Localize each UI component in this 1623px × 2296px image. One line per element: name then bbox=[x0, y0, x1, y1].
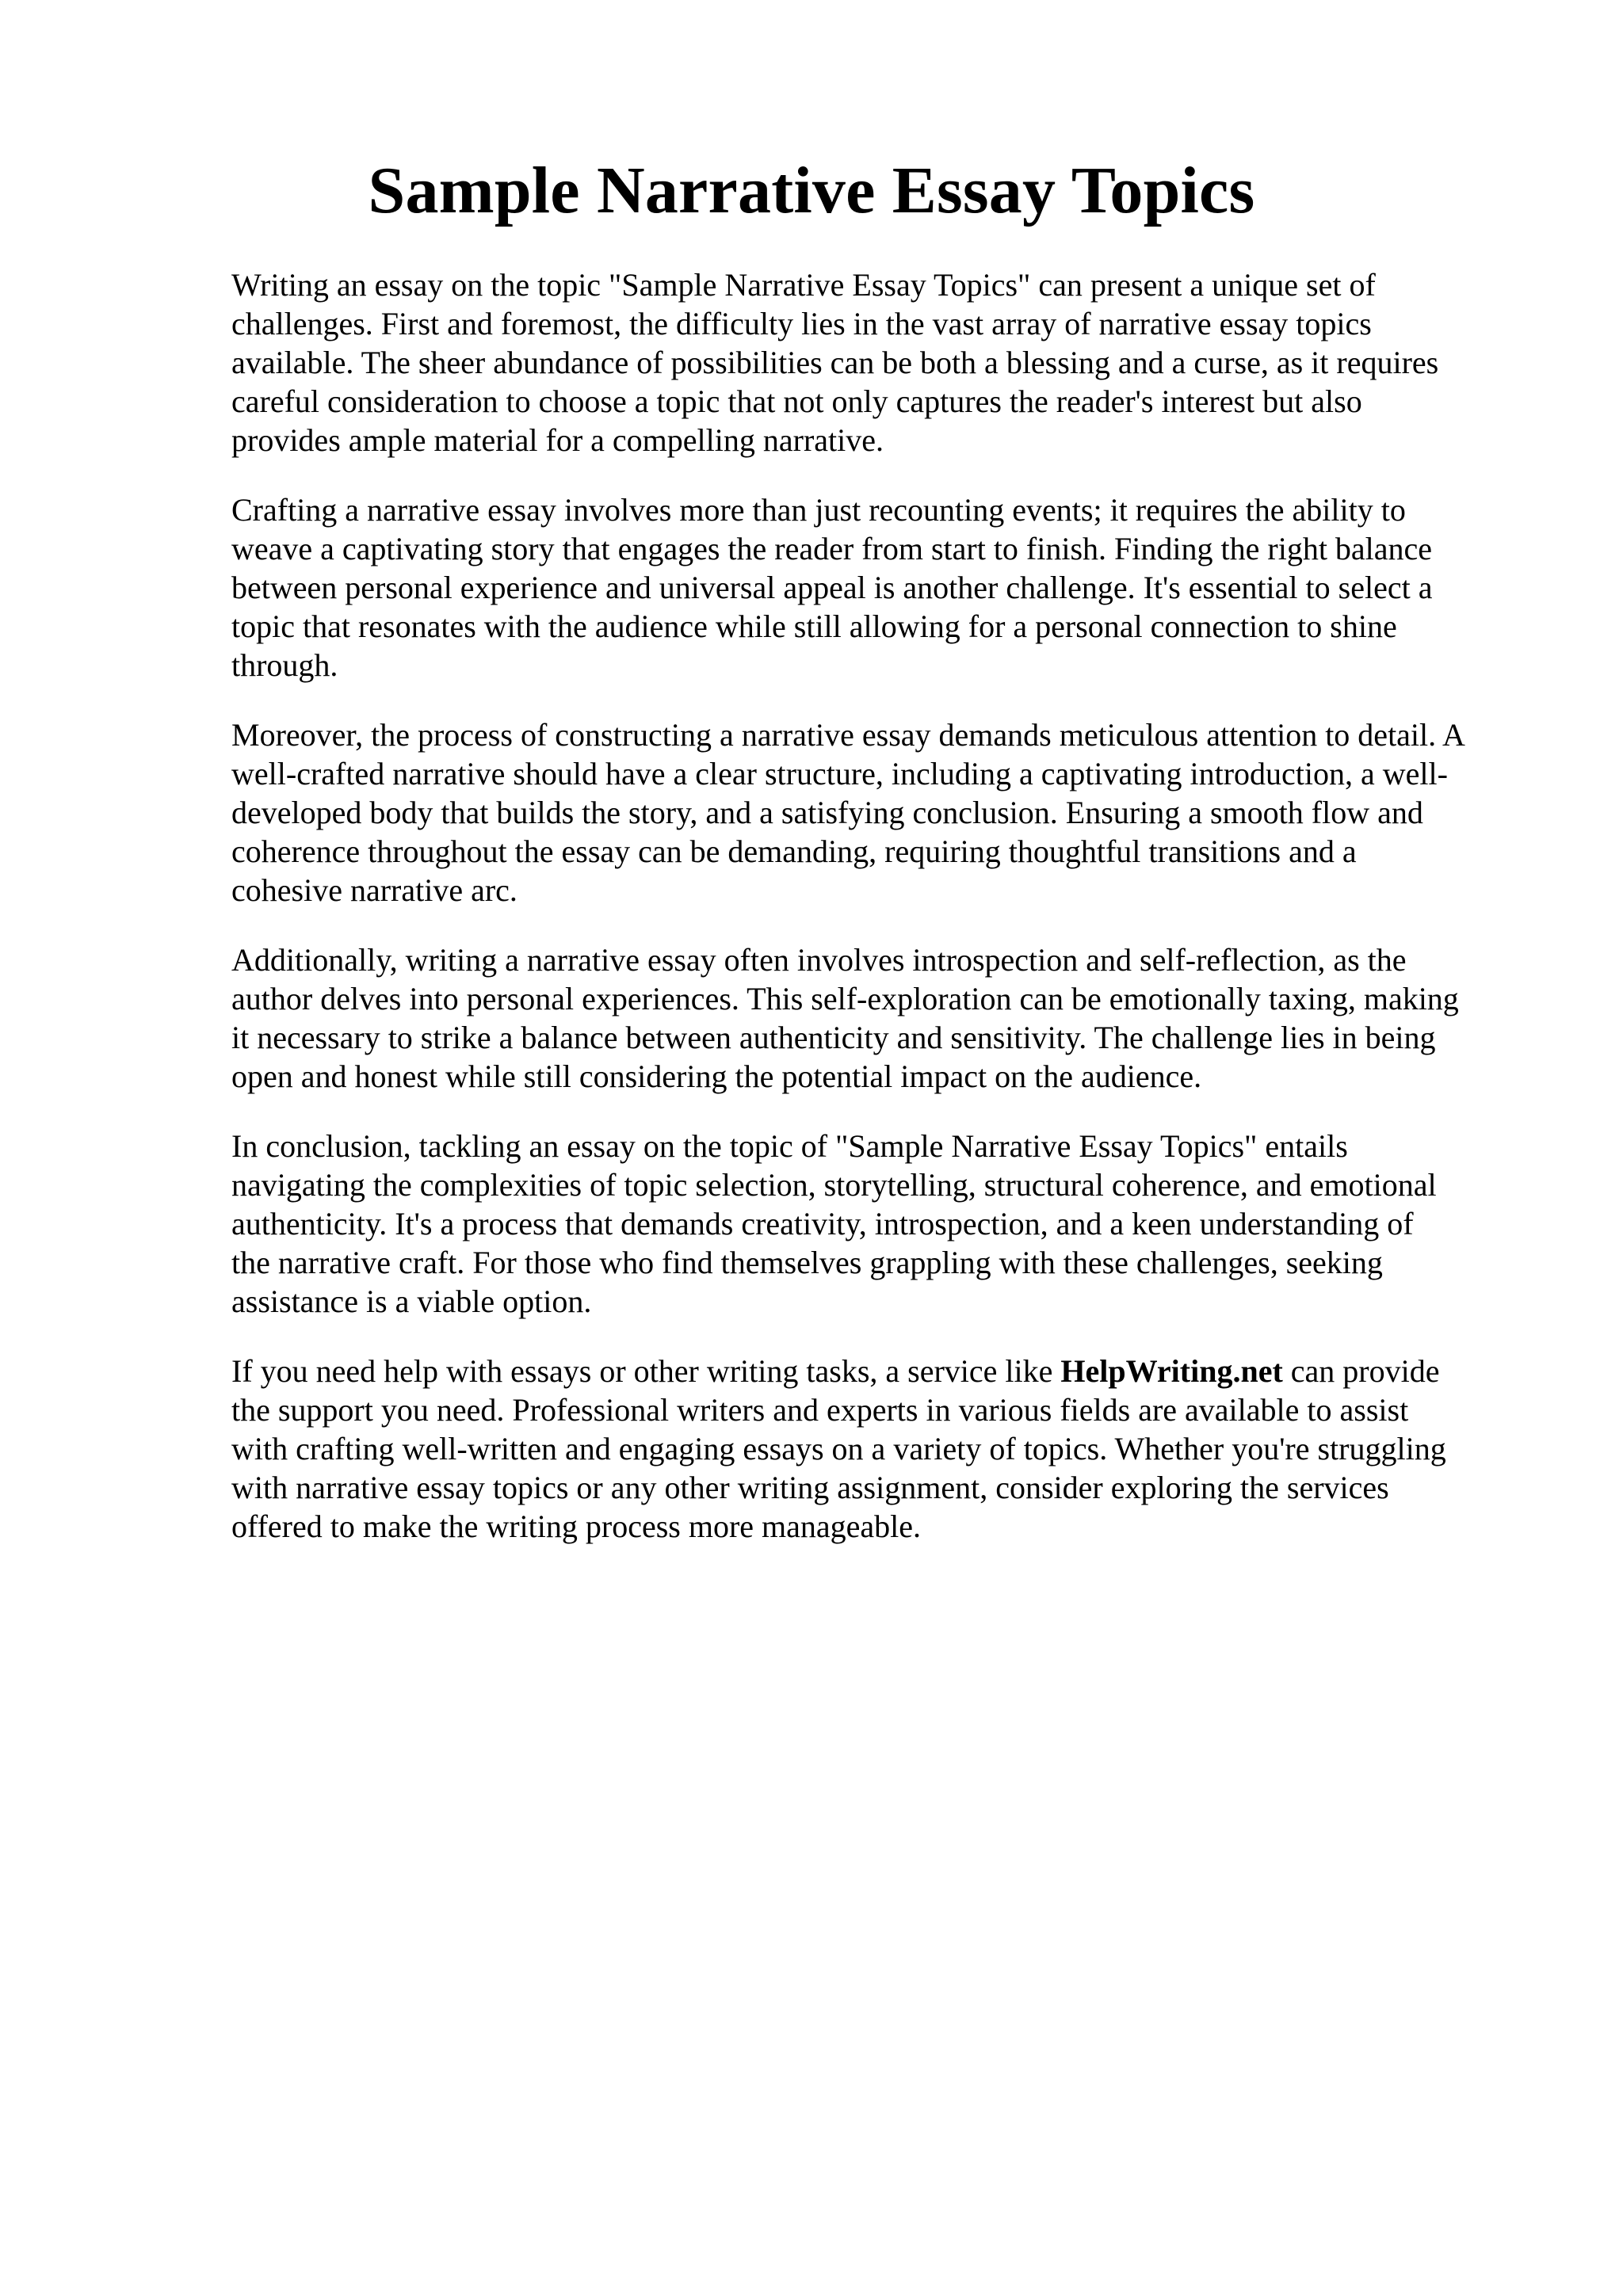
text-line: Additionally, writing a narrative essay often involves introspection and self-reflection, as the bbox=[231, 942, 1407, 978]
text-line: available. The sheer abundance of possibilities can be both a blessing and a curse, as it requires bbox=[231, 345, 1439, 380]
text-line: with narrative essay topics or any other writing assignment, consider exploring the services bbox=[231, 1470, 1389, 1505]
text-line: cohesive narrative arc. bbox=[231, 872, 517, 908]
text-line: challenges. First and foremost, the difficulty lies in the vast array of narrative essay topics bbox=[231, 306, 1372, 341]
text-line: topic that resonates with the audience while still allowing for a personal connection to shine bbox=[231, 608, 1397, 644]
paragraph-5 bbox=[231, 1127, 1531, 1321]
brand-name: HelpWriting.net bbox=[1060, 1353, 1283, 1389]
text-line: weave a captivating story that engages the reader from start to finish. Finding the right balance bbox=[231, 531, 1433, 566]
text-line: coherence throughout the essay can be demanding, requiring thoughtful transitions and a bbox=[231, 833, 1357, 869]
text-line: navigating the complexities of topic selection, storytelling, structural coherence, and emotional bbox=[231, 1167, 1437, 1203]
paragraph-1 bbox=[231, 265, 1531, 460]
text-line: between personal experience and universal appeal is another challenge. It's essential to select a bbox=[231, 570, 1433, 605]
text-line: the narrative craft. For those who find themselves grappling with these challenges, seeking bbox=[231, 1245, 1383, 1280]
text-line: Writing an essay on the topic "Sample Narrative Essay Topics" can present a unique set of bbox=[231, 267, 1376, 303]
text-line bbox=[231, 1352, 1531, 1390]
paragraph-3 bbox=[231, 715, 1531, 910]
text-line: open and honest while still considering the potential impact on the audience. bbox=[231, 1058, 1202, 1094]
text-line: Crafting a narrative essay involves more than just recounting events; it requires the ability to bbox=[231, 492, 1406, 528]
text-line: the support you need. Professional writers and experts in various fields are available to assist bbox=[231, 1392, 1409, 1428]
paragraph-4 bbox=[231, 940, 1531, 1096]
page-title: Sample Narrative Essay Topics bbox=[368, 154, 1255, 227]
text-line: authenticity. It's a process that demands creativity, introspection, and a keen understanding of bbox=[231, 1206, 1414, 1241]
text-line: provides ample material for a compelling narrative. bbox=[231, 422, 884, 458]
text-line: through. bbox=[231, 647, 338, 683]
text-line: with crafting well-written and engaging essays on a variety of topics. Whether you're struggling bbox=[231, 1431, 1446, 1466]
text-line: author delves into personal experiences. This self-exploration can be emotionally taxing, making bbox=[231, 981, 1459, 1016]
essay-body bbox=[231, 265, 1531, 1577]
text-line: Moreover, the process of constructing a narrative essay demands meticulous attention to detail. A bbox=[231, 717, 1465, 753]
text-line: it necessary to strike a balance between authenticity and sensitivity. The challenge lies in being bbox=[231, 1020, 1436, 1055]
text-line: In conclusion, tackling an essay on the topic of "Sample Narrative Essay Topics" entails bbox=[231, 1128, 1348, 1164]
text-line: well-crafted narrative should have a clear structure, including a captivating introduction, a well- bbox=[231, 756, 1448, 791]
text-line: offered to make the writing process more manageable. bbox=[231, 1508, 922, 1544]
text-line: developed body that builds the story, and a satisfying conclusion. Ensuring a smooth flow and bbox=[231, 795, 1423, 830]
paragraph-closing bbox=[231, 1352, 1531, 1546]
closing-text-after: can provide bbox=[1282, 1353, 1440, 1389]
text-line: careful consideration to choose a topic that not only captures the reader's interest but also bbox=[231, 383, 1362, 419]
text-line: assistance is a viable option. bbox=[231, 1283, 592, 1319]
paragraph-2 bbox=[231, 490, 1531, 685]
closing-text-before: If you need help with essays or other writing tasks, a service like bbox=[231, 1353, 1061, 1389]
